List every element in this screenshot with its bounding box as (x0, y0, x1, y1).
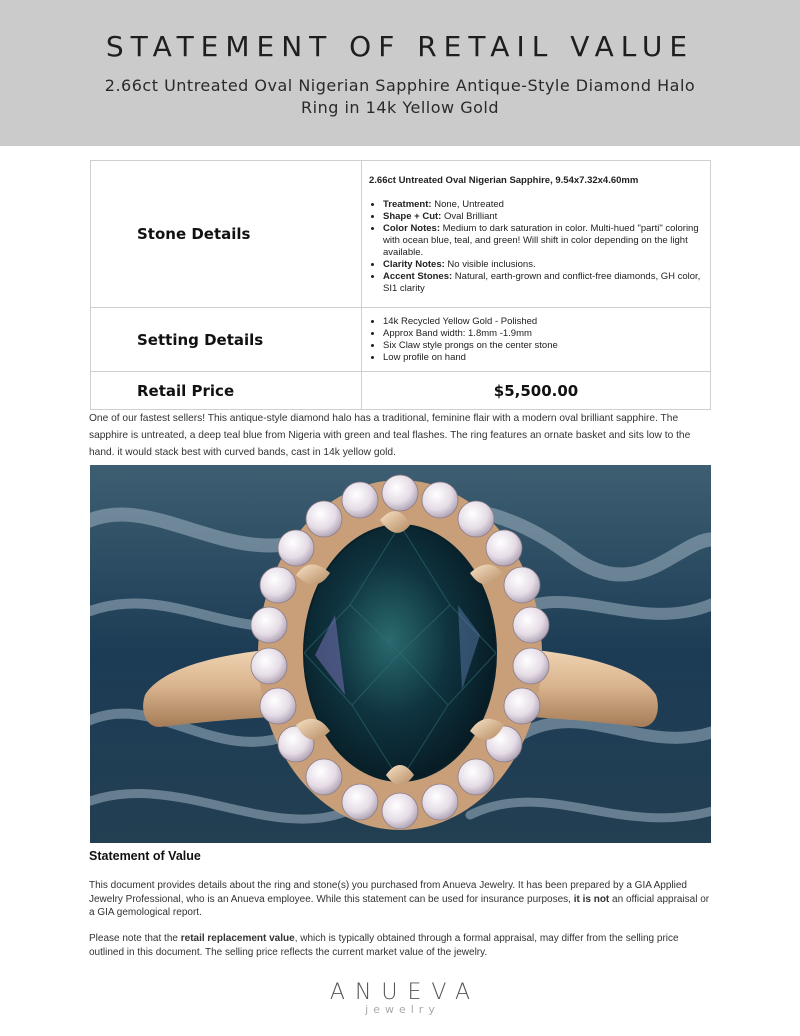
retail-price-value: $5,500.00 (362, 372, 711, 410)
retail-price-row (91, 372, 711, 410)
statement-title: Statement of Value (89, 849, 201, 863)
list-item: • 14k Recycled Yellow Gold - Polished (383, 316, 702, 328)
list-item (383, 271, 702, 295)
item-key: Clarity Notes: (383, 259, 445, 270)
item-key: Accent Stones: (383, 271, 453, 282)
page-header (0, 0, 800, 146)
stone-details-label: Stone Details (91, 161, 362, 308)
statement-paragraph-2: Please note that the retail replacement value, which is typically obtained through a formal appraisal, may differ from the selling price outlined in this document. The selling price reflects the current market value of the jewelry. (89, 933, 679, 958)
item-key: Color Notes: (383, 223, 440, 234)
setting-details-list (369, 316, 702, 364)
list-item (383, 223, 702, 259)
stone-details-content (362, 161, 711, 308)
details-table (90, 160, 711, 410)
list-item: • Low profile on hand (383, 352, 702, 364)
list-item (383, 259, 702, 271)
stone-details-list (369, 199, 702, 295)
setting-details-row (91, 308, 711, 372)
ring-illustration (90, 465, 711, 843)
item-key: Shape + Cut: (383, 211, 442, 222)
document-title: STATEMENT OF RETAIL VALUE (105, 30, 695, 63)
stone-details-row (91, 161, 711, 308)
item-value: No visible inclusions. (444, 259, 536, 270)
logo-subtext: jewelry (365, 1003, 440, 1016)
anueva-logo (300, 980, 500, 1016)
ring-photo (90, 465, 711, 843)
list-item: • Approx Band width: 1.8mm -1.9mm (383, 328, 702, 340)
logo-name: ANUEVA (329, 980, 481, 1005)
setting-details-content (362, 308, 711, 372)
item-key: Treatment: (383, 199, 432, 210)
statement-paragraph-1: This document provides details about the ring and stone(s) you purchased from Anueva Jewelry. It has been prepared by a GIA Applied Jewelry Professional, who is an Anueva employee. While this statement can be used for insurance purposes, it is not an official appraisal or a GIA gemological report. (89, 880, 710, 918)
item-value: Medium to dark saturation in color. Multi-hued "parti" coloring with ocean blue, teal, and green! Will shift in color depending on the light available. (383, 223, 699, 258)
stone-title: 2.66ct Untreated Oval Nigerian Sapphire, 9.54x7.32x4.60mm (369, 175, 639, 186)
item-value: None, Untreated (431, 199, 504, 210)
item-value: Oval Brilliant (441, 211, 498, 222)
list-item: • Six Claw style prongs on the center stone (383, 340, 702, 352)
product-subtitle: 2.66ct Untreated Oval Nigerian Sapphire Antique-Style Diamond Halo Ring in 14k Yellow Gold (104, 76, 696, 117)
setting-details-label: Setting Details (91, 308, 362, 372)
item-value: Natural, earth-grown and conflict-free diamonds, GH color, SI1 clarity (383, 271, 701, 294)
product-description: One of our fastest sellers! This antique-style diamond halo has a traditional, feminine flair with a modern oval brilliant sapphire. The sapphire is untreated, a deep teal blue from Nigeria with green and teal flashes. The ring features an ornate basket and sits low to the hand. it would stack best with curved bands, cast in 14k yellow gold. (89, 413, 691, 458)
list-item (383, 199, 702, 211)
list-item (383, 211, 702, 223)
retail-price-label: Retail Price (91, 372, 362, 410)
